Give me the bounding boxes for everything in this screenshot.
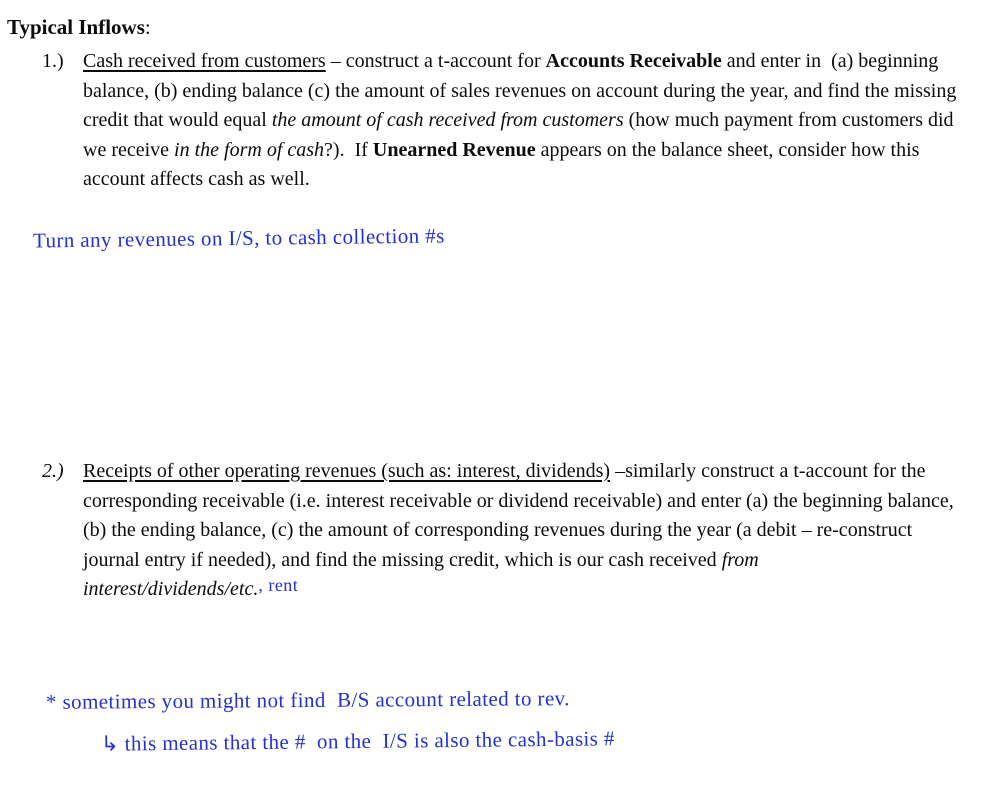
title-colon: :: [144, 15, 151, 39]
handwritten-footnote-1: * sometimes you might not find B/S account related to rev.: [45, 686, 570, 714]
text-segment-italic: in the form of cash: [174, 138, 325, 161]
list-number-2: 2.): [42, 460, 64, 482]
text-segment-italic: the amount of cash received from customers: [271, 109, 624, 131]
text-segment: –similarly construct a t-account for the corresponding receivable (i.e. interest receivable or dividend receivable) and enter (a) the beginning balance, (b) the ending balance, (c) the amount of corresponding revenues during the year (a debit – re-construct journal entry if needed), and find the missing credit, which is our cash received: [83, 460, 959, 571]
paragraph-1: [83, 47, 967, 195]
page-title: [7, 13, 151, 42]
text-segment: and enter in (a) beginning balance, (b) ending balance (c) the amount of sales revenues on account during the year, and find the missing credit that would equal: [83, 50, 962, 131]
unearned-revenue-bold: Unearned Revenue: [372, 138, 536, 161]
handwritten-inline-rent: , rent: [258, 575, 299, 595]
text-segment-italic: from interest/dividends/etc.: [83, 548, 764, 600]
handwritten-note-under-item1: Turn any revenues on I/S, to cash collection #s: [32, 223, 445, 253]
paragraph-2: [83, 457, 967, 605]
list-item-2: [42, 457, 967, 605]
text-segment: appears on the balance sheet, consider how this account affects cash as well.: [83, 138, 925, 190]
title-text: Typical Inflows: [7, 15, 145, 39]
handwritten-footnote-2: ↳ this means that the # on the I/S is also the cash-basis #: [100, 726, 615, 756]
accounts-receivable-bold: Accounts Receivable: [545, 50, 722, 72]
text-segment: ?). If: [324, 138, 373, 161]
list-number-1: 1.): [42, 50, 64, 72]
item2-heading-underlined: Receipts of other operating revenues (such as: interest, dividends): [83, 460, 611, 482]
text-segment: (how much payment from customers did we receive: [83, 109, 959, 161]
item1-heading-underlined: Cash received from customers: [83, 50, 326, 72]
list-item-1: [42, 47, 967, 195]
text-segment: – construct a t-account for: [325, 50, 546, 72]
